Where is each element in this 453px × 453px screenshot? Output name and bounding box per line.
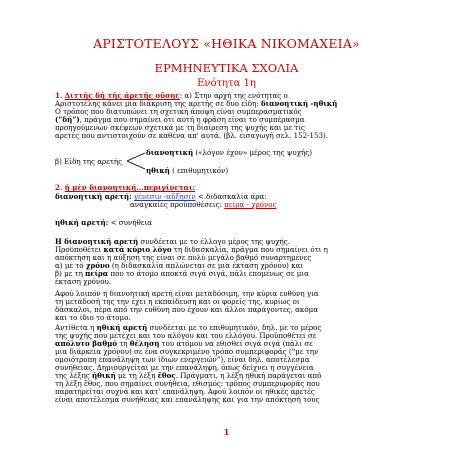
body-p2-line3: δάσκαλοι, πέρα από την ευθύνη που έχουν και άλλοι παράγοντες, ακόμα xyxy=(55,306,319,314)
section2-highlight: γένεσιν -αὔξησιν xyxy=(133,193,196,201)
body-p3-line1 xyxy=(55,324,417,332)
body-text: β) με τη xyxy=(55,270,83,278)
body-bold-text: πείρα xyxy=(85,270,109,278)
body-text: που το άτομο αποκτά σιγά σιγά, πάλι επομένως σε μια xyxy=(110,270,309,278)
body-p2-line4: και το ίδιο το άτομο. xyxy=(55,314,131,322)
body-text: . Πράγματι, η λέξη ηθική παράγεται από xyxy=(175,372,322,380)
body-p3-line4: μια διάρκεια χρόνου) σε ένα συγκεκριμένο τρόπο συμπεριφοράς (“με την xyxy=(55,348,319,356)
body-text: α) με το xyxy=(55,262,84,270)
body-p3-line3 xyxy=(55,340,417,348)
body-p2-line2: τη μετάδοσή της την έχει η εκπαίδευση και οι φορείς της, κυρίως οι xyxy=(55,298,300,306)
section2-heading: ἡ μὲν διανοητική...περιγίνεται: xyxy=(64,184,196,192)
section1-text: Αριστοτέλης κάνει μια διάκριση της αρετής σε δυο είδη: xyxy=(55,100,259,108)
body-bold-text: απόλυτο βαθμό xyxy=(55,340,118,348)
body-p1-line3: απόκτηση και η αύξηση της είναι σε πολύ μεγάλο βαθμό συναρτημένες xyxy=(55,254,312,262)
branch2-desc: ( επιθυμητικόν) xyxy=(172,167,229,175)
section2-text: αναγκαίες προϋποθέσεις: xyxy=(130,201,222,209)
section1-heading: Διττῆς δή τῆς ἀρετῆς οὔσης xyxy=(64,92,180,100)
section2-line3 xyxy=(55,219,417,227)
body-bold-text: ἔθος xyxy=(157,372,176,380)
body-text: Αντίθετα η xyxy=(55,324,95,332)
section2-red-text: πείρα - χρόνος xyxy=(224,201,277,209)
section1-line2 xyxy=(55,100,417,108)
section1-bold-text: (“δή”) xyxy=(55,116,80,124)
diagram-branch1 xyxy=(146,149,366,157)
body-p3-line2: της ψυχής που μετέχει και του αλόγου και του ελλόγου. Προϋποθέτει σε xyxy=(55,332,317,340)
section1-line1 xyxy=(55,92,417,100)
body-bold-text: κατά κύριο λόγο xyxy=(103,246,172,254)
diagram-root: β) Είδη της αρετής xyxy=(55,158,123,166)
branch2-label: ηθική xyxy=(146,167,170,175)
branch1-label: διανοητική xyxy=(146,149,194,157)
section1-text: , πράγμα που σημαίνει ότι αυτή η φράση είναι το συμπέρασμα xyxy=(79,116,305,124)
body-bold-text: ηθική αρετή xyxy=(96,324,148,332)
branch1-desc: («λόγον έχον» μέρος της ψυχής) xyxy=(195,149,313,157)
body-p2-line1: Αφού λοιπόν η διανοητική αρετή είναι μεταδόσιμη, την κύρια ευθύνη για xyxy=(55,290,319,298)
body-p3-line9: παρατηρείται συχνά και κατ' επανάληψη. Αφού λοιπόν οι ηθικές αρετές xyxy=(55,388,315,396)
body-text: συνδέεται με το έλλογο μέρος της ψυχής. xyxy=(140,238,290,246)
body-text: συνδέεται με το επιθυμητικόν, δηλ. με το μέρος xyxy=(149,324,322,332)
body-p3-line10: είναι αποτέλεσμα συνήθειας και επανάληψης και για την απόκτησή τους xyxy=(55,396,320,404)
body-bold-text: ἠθική xyxy=(91,372,116,380)
body-text: τη xyxy=(119,340,128,348)
section2-line2 xyxy=(130,201,410,209)
body-p3-line8: τη λέξη ἔθος, που σημαίνει συνήθεια, εθισμός: τρόπος συμπεριφοράς που xyxy=(55,380,320,388)
body-text: Προϋποθέτει xyxy=(55,246,102,254)
page-number: 1 xyxy=(223,427,230,437)
section1-line3: Ο τρόπος που διατυπώνει τη σχετική άποψη είναι συμπερασματικός xyxy=(55,108,302,116)
diagram-branch2 xyxy=(146,167,346,175)
body-p3-line7 xyxy=(55,372,417,380)
section2-text: < συνήθεια xyxy=(110,219,153,227)
section2-bold-text: διανοητική αρετή: xyxy=(55,193,132,201)
document-subtitle: ΕΡΜΗΝΕΥΤΙΚΑ ΣΧΟΛΙΑ xyxy=(154,61,299,75)
body-bold-text: χρόνο xyxy=(85,262,110,270)
body-p1-line4 xyxy=(55,262,417,270)
body-p1-line1 xyxy=(55,238,417,246)
body-text: του ατόμου να εθισθεί σιγά σιγά (πάλι σε xyxy=(161,340,313,348)
section2-line1 xyxy=(55,193,417,201)
section1-number: 1. xyxy=(55,92,63,100)
section1-line4 xyxy=(55,116,417,124)
unit-heading: Ενότητα 1η xyxy=(197,78,256,89)
section1-text: : α) Στην αρχή της ενότητας ο xyxy=(179,92,288,100)
section2-text: < διδασκαλία άρα: xyxy=(197,193,267,201)
body-text: με τη λέξη xyxy=(118,372,156,380)
body-p1-line6: έκταση χρόνου. xyxy=(55,278,112,286)
body-p1-line2 xyxy=(55,246,417,254)
section1-bold-text: διανοητική -ηθική xyxy=(260,100,338,108)
body-text: (η διδασκαλία απλώνεται σε μια έκταση χρόνου) και xyxy=(111,262,304,270)
document-title: ΑΡΙΣΤΟΤΕΛΟΥΣ «ΗΘΙΚΑ ΝΙΚΟΜΑΧΕΙΑ» xyxy=(93,36,360,51)
body-text: τη διδασκαλία, πράγμα που σημαίνει ότι η xyxy=(173,246,328,254)
body-p1-line5 xyxy=(55,270,417,278)
section1-line6: αρετές που αντιστοιχούν σε καθένα απ' αυτά. (βλ. εισαγωγή σελ. 152-153). xyxy=(55,132,329,140)
section1-line5: προηγούμενων σκέψεων σχετικά με τη διαίρεση της ψυχής και με τις xyxy=(55,124,305,132)
section2-heading-line xyxy=(55,184,417,192)
body-bold-text: θέληση xyxy=(129,340,160,348)
body-bold-text: Η διανοητική αρετή xyxy=(55,238,139,246)
body-p3-line5: ομοιότροπη επανάληψη των ίδιων ενεργειών”), είναι δηλ. αποτέλεσμα xyxy=(55,356,310,364)
section2-number: 2. xyxy=(55,184,63,192)
body-p3-line6: συνήθειας. Δημιουργείται με την επανάληψη, όπως δείχνει η συγγένεια xyxy=(55,364,314,372)
section2-bold-text: ηθική αρετή: xyxy=(55,219,109,227)
body-text: της λέξης xyxy=(55,372,90,380)
